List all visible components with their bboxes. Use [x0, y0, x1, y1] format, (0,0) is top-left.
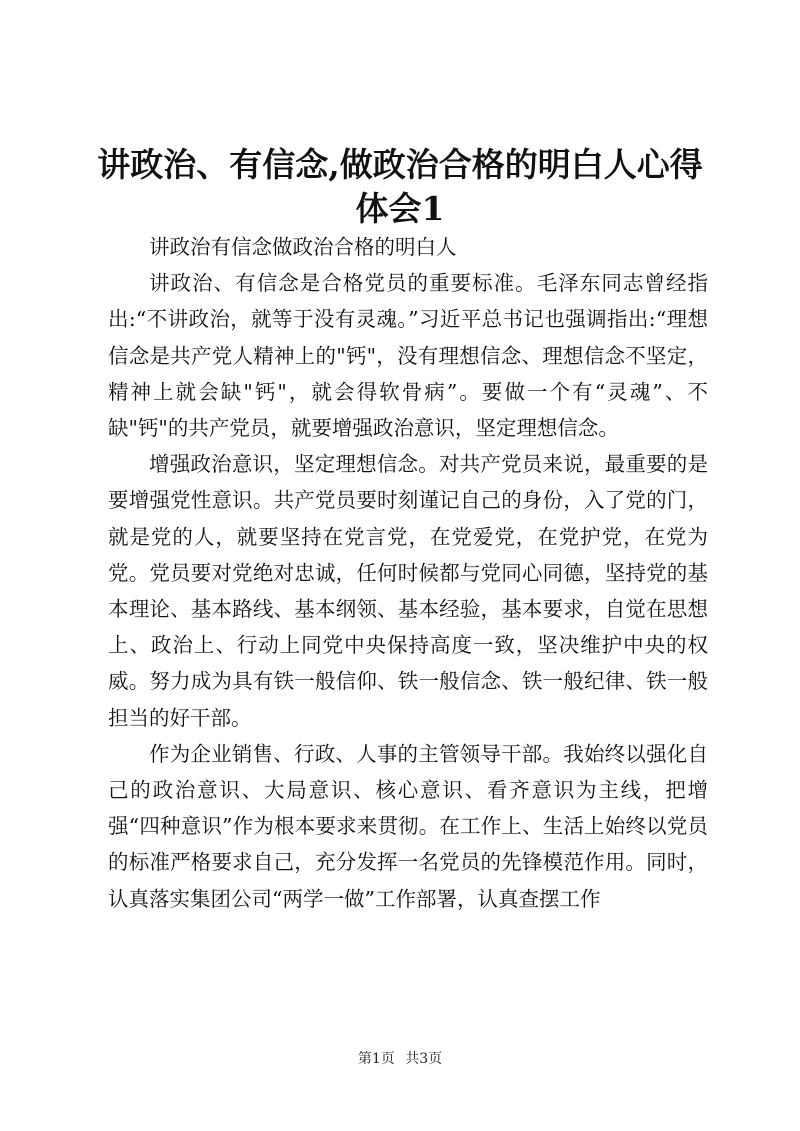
paragraph-subtitle: 讲政治有信念做政治合格的明白人 [149, 235, 457, 259]
page-total: 共3页 [405, 1051, 443, 1067]
document-body [108, 229, 708, 917]
document-title: 讲政治、有信念,做政治合格的明白人心得体会1 [97, 145, 703, 228]
paragraph: 讲政治、有信念是合格党员的重要标准。毛泽东同志曾经指出:“不讲政治，就等于没有灵魂。”习近平总书记也强调指出:“理想信念是共产党人精神上的"钙"，没有理想信念、理想信念不坚定，精神上就会缺"钙"，就会得软骨病”。要做一个有“灵魂”、不缺"钙"的共产党员，就要增强政治意识，坚定理想信念。 [108, 271, 708, 441]
paragraph: 作为企业销售、行政、人事的主管领导干部。我始终以强化自己的政治意识、大局意识、核心意识、看齐意识为主线，把增强“四种意识”作为根本要求来贯彻。在工作上、生活上始终以党员的标准严格要求自己，充分发挥一名党员的先锋模范作用。同时，认真落实集团公司“两学一做”工作部署，认真查摆工作 [108, 741, 708, 911]
page-footer [0, 1048, 800, 1068]
paragraph: 增强政治意识，坚定理想信念。对共产党员来说，最重要的是要增强党性意识。共产党员要时刻谨记自己的身份，入了党的门，就是党的人，就要坚持在党言党，在党爱党，在党护党，在党为党。党员要对党绝对忠诚，任何时候都与党同心同德，坚持党的基本理论、基本路线、基本纲领、基本经验，基本要求，自觉在思想上、政治上、行动上同党中央保持高度一致，坚决维护中央的权威。努力成为具有铁一般信仰、铁一般信念、铁一般纪律、铁一般担当的好干部。 [108, 452, 708, 730]
page-number: 第1页 [357, 1051, 395, 1067]
